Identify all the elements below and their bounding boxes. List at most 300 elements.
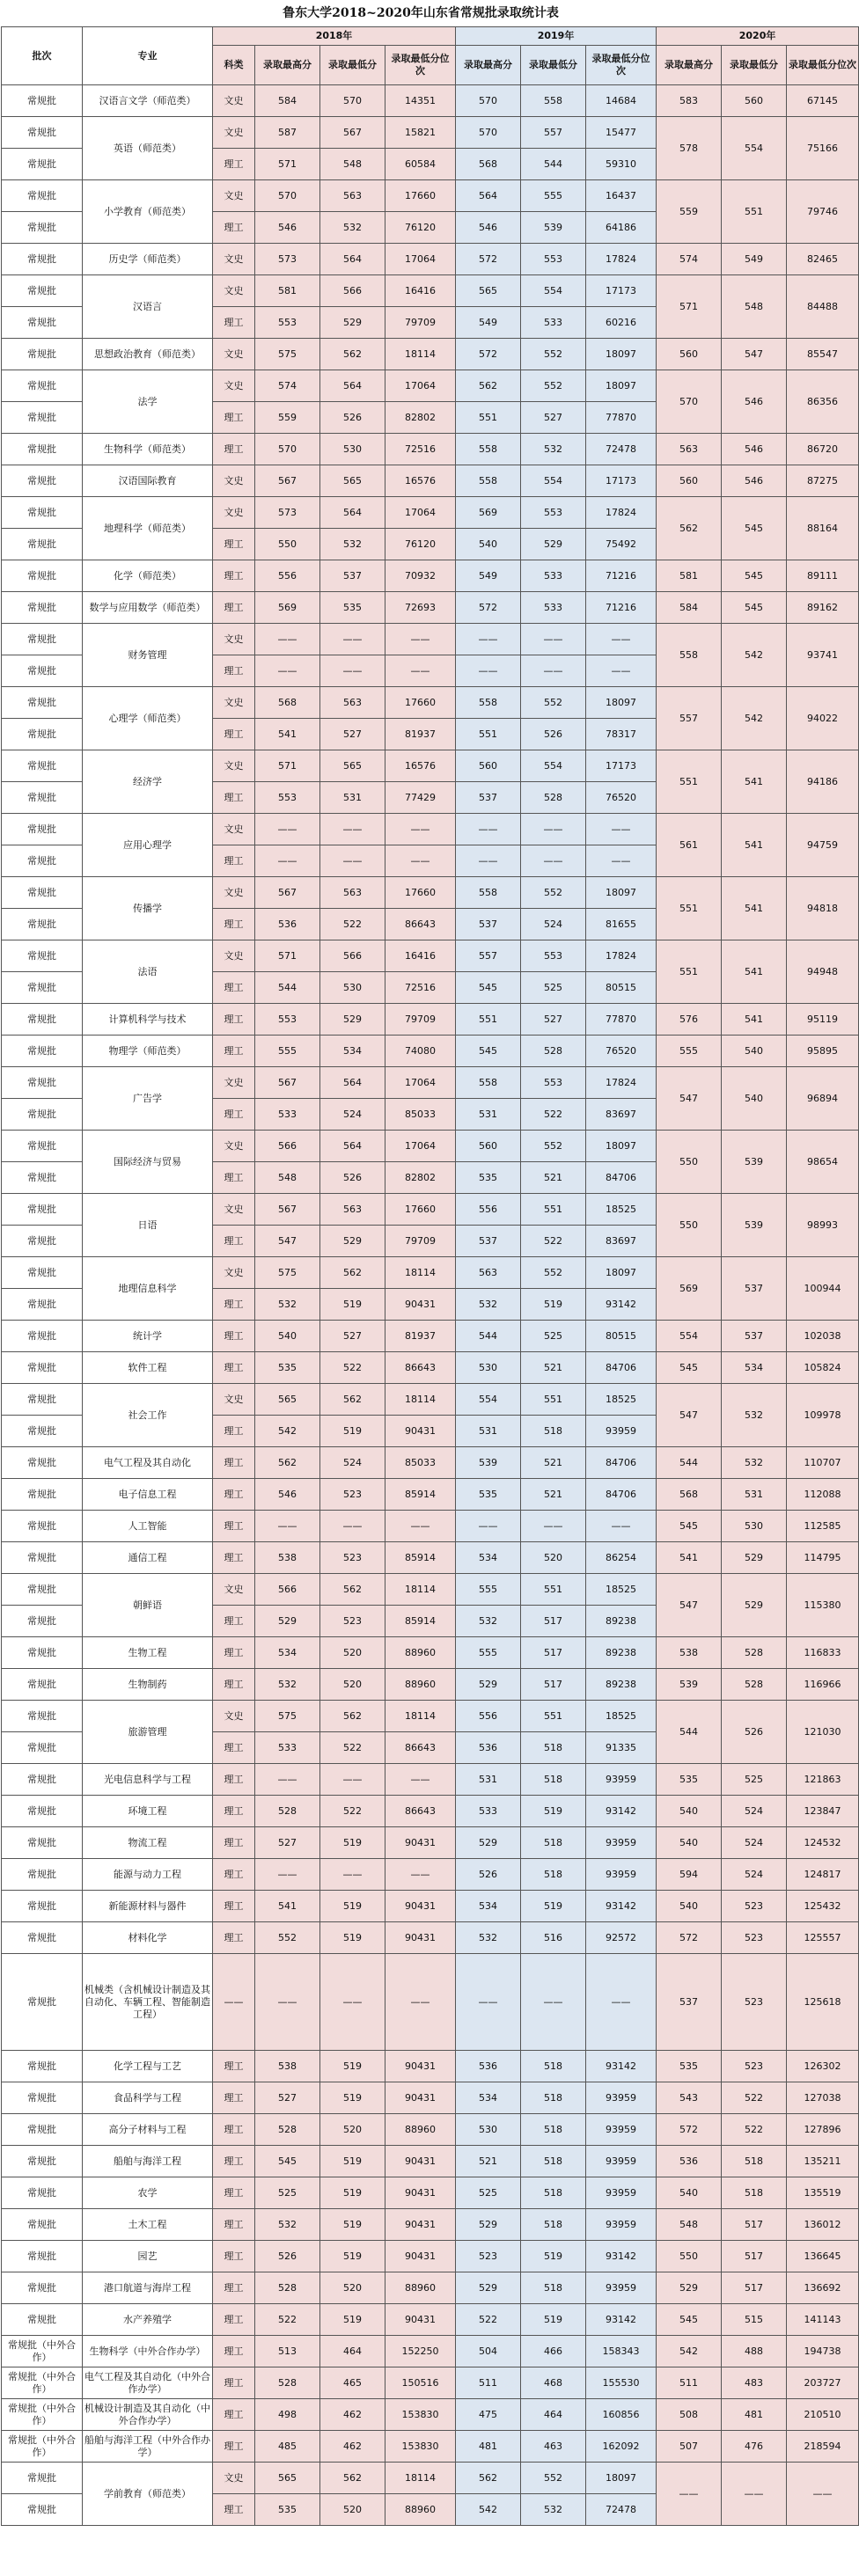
score-2019-rank: 93142 <box>586 2051 657 2082</box>
score-2020-min: 524 <box>722 1796 787 1827</box>
subject-cell: 理工 <box>213 1479 255 1511</box>
score-2018-min: 519 <box>320 1827 385 1859</box>
score-2020-min: 537 <box>722 1321 787 1352</box>
score-2018-max: 526 <box>255 2241 320 2272</box>
score-2019-rank: 18525 <box>586 1701 657 1732</box>
subject-cell: 理工 <box>213 149 255 180</box>
score-2020-rank: 94948 <box>787 940 859 1004</box>
score-2019-rank: 72478 <box>586 434 657 465</box>
score-2020-max: 547 <box>657 1574 722 1637</box>
major-cell: 港口航道与海岸工程 <box>83 2272 213 2304</box>
major-cell: 能源与动力工程 <box>83 1859 213 1891</box>
score-2019-rank: 84706 <box>586 1479 657 1511</box>
score-2019-min: 521 <box>521 1447 586 1479</box>
subject-cell: 文史 <box>213 1194 255 1226</box>
major-cell: 英语（师范类） <box>83 117 213 180</box>
score-2018-rank: 90431 <box>385 1922 456 1954</box>
score-2018-max: 566 <box>255 1574 320 1606</box>
major-cell: 物流工程 <box>83 1827 213 1859</box>
score-2019-rank: 75492 <box>586 529 657 560</box>
score-2018-max: 536 <box>255 909 320 940</box>
score-2018-max: 575 <box>255 339 320 370</box>
batch-cell: 常规批 <box>2 149 83 180</box>
major-cell: 化学（师范类） <box>83 560 213 592</box>
batch-cell: 常规批（中外合作） <box>2 2336 83 2367</box>
score-2018-min: 519 <box>320 2209 385 2241</box>
score-2018-min: 562 <box>320 1257 385 1289</box>
table-row <box>2 2463 859 2494</box>
score-2018-rank: 90431 <box>385 2209 456 2241</box>
score-2018-max: 555 <box>255 1036 320 1067</box>
score-2018-min: —— <box>320 655 385 687</box>
score-2019-rank: 93142 <box>586 2241 657 2272</box>
subject-cell: 文史 <box>213 814 255 845</box>
score-2020-min: 549 <box>722 244 787 275</box>
score-2018-max: 584 <box>255 85 320 117</box>
score-2020-min: 488 <box>722 2336 787 2367</box>
score-2018-min: 529 <box>320 1226 385 1257</box>
score-2018-max: 570 <box>255 434 320 465</box>
score-2018-min: 530 <box>320 434 385 465</box>
table-row <box>2 2336 859 2367</box>
score-2020-rank: 102038 <box>787 1321 859 1352</box>
table-row <box>2 1701 859 1732</box>
score-2020-min: 532 <box>722 1447 787 1479</box>
score-2020-min: 522 <box>722 2114 787 2146</box>
batch-cell: 常规批 <box>2 1542 83 1574</box>
score-2020-max: 544 <box>657 1701 722 1764</box>
score-2018-min: 564 <box>320 1131 385 1162</box>
table-row <box>2 1891 859 1922</box>
batch-cell: 常规批 <box>2 1162 83 1194</box>
score-2019-rank: 18097 <box>586 339 657 370</box>
score-2019-rank: 18525 <box>586 1194 657 1226</box>
score-2020-max: 547 <box>657 1384 722 1447</box>
score-2020-rank: —— <box>787 2463 859 2526</box>
table-row <box>2 1194 859 1226</box>
score-2019-rank: 18525 <box>586 1384 657 1416</box>
score-2019-max: 554 <box>456 1384 521 1416</box>
score-2018-rank: 70932 <box>385 560 456 592</box>
score-2018-min: 564 <box>320 1067 385 1099</box>
score-2018-min: 519 <box>320 2304 385 2336</box>
score-2019-min: 518 <box>521 2209 586 2241</box>
score-2018-rank: 76120 <box>385 529 456 560</box>
major-cell: 学前教育（师范类） <box>83 2463 213 2526</box>
subject-cell: 文史 <box>213 275 255 307</box>
major-cell: 历史学（师范类） <box>83 244 213 275</box>
score-2019-max: 511 <box>456 2367 521 2399</box>
score-2018-rank: 82802 <box>385 1162 456 1194</box>
major-cell: 汉语言文学（师范类） <box>83 85 213 117</box>
score-2018-min: 519 <box>320 2051 385 2082</box>
score-2019-rank: 84706 <box>586 1162 657 1194</box>
table-row <box>2 2051 859 2082</box>
batch-cell: 常规批 <box>2 1891 83 1922</box>
score-2019-min: 521 <box>521 1162 586 1194</box>
batch-cell: 常规批 <box>2 339 83 370</box>
score-2019-rank: 76520 <box>586 782 657 814</box>
subject-cell: 理工 <box>213 655 255 687</box>
score-2019-max: 555 <box>456 1574 521 1606</box>
score-2018-rank: 85033 <box>385 1447 456 1479</box>
score-2019-max: 558 <box>456 1067 521 1099</box>
score-2019-max: 536 <box>456 2051 521 2082</box>
score-2018-min: 520 <box>320 1637 385 1669</box>
score-2020-rank: 124532 <box>787 1827 859 1859</box>
score-2019-min: 516 <box>521 1922 586 1954</box>
subject-cell: 理工 <box>213 1732 255 1764</box>
major-cell: 材料化学 <box>83 1922 213 1954</box>
score-2019-rank: 18097 <box>586 877 657 909</box>
score-2019-rank: 15477 <box>586 117 657 149</box>
subject-cell: 理工 <box>213 1416 255 1447</box>
score-2019-max: 535 <box>456 1162 521 1194</box>
score-2019-rank: —— <box>586 1511 657 1542</box>
score-2018-rank: 18114 <box>385 1701 456 1732</box>
score-2019-min: 521 <box>521 1352 586 1384</box>
header-2020-min: 录取最低分 <box>722 46 787 85</box>
score-2020-max: 562 <box>657 497 722 560</box>
score-2019-min: 519 <box>521 2304 586 2336</box>
score-2019-max: 568 <box>456 149 521 180</box>
score-2019-min: 518 <box>521 1416 586 1447</box>
score-2020-min: 560 <box>722 85 787 117</box>
score-2019-max: 558 <box>456 434 521 465</box>
score-2020-rank: 94818 <box>787 877 859 940</box>
score-2019-rank: 80515 <box>586 1321 657 1352</box>
score-2018-max: 581 <box>255 275 320 307</box>
subject-cell: 文史 <box>213 85 255 117</box>
batch-cell: 常规批 <box>2 1637 83 1669</box>
score-2020-min: 546 <box>722 370 787 434</box>
score-2020-rank: 116966 <box>787 1669 859 1701</box>
score-2019-rank: 93959 <box>586 2177 657 2209</box>
score-2018-rank: —— <box>385 814 456 845</box>
score-2018-min: 527 <box>320 1321 385 1352</box>
table-row <box>2 1257 859 1289</box>
table-row <box>2 2114 859 2146</box>
score-2018-max: 567 <box>255 1194 320 1226</box>
score-2019-rank: 72478 <box>586 2494 657 2526</box>
score-2018-max: —— <box>255 814 320 845</box>
table-row <box>2 339 859 370</box>
score-2019-rank: 17173 <box>586 750 657 782</box>
score-2020-max: 561 <box>657 814 722 877</box>
table-row <box>2 370 859 402</box>
score-2018-min: 564 <box>320 244 385 275</box>
batch-cell: 常规批 <box>2 2177 83 2209</box>
score-2020-min: 529 <box>722 1542 787 1574</box>
subject-cell: 理工 <box>213 2146 255 2177</box>
score-2020-min: 523 <box>722 1922 787 1954</box>
score-2018-rank: 17064 <box>385 1067 456 1099</box>
score-2020-min: 534 <box>722 1352 787 1384</box>
score-2018-max: 546 <box>255 212 320 244</box>
score-2019-min: 517 <box>521 1637 586 1669</box>
score-2018-max: —— <box>255 845 320 877</box>
score-2020-max: 578 <box>657 117 722 180</box>
score-2018-rank: 14351 <box>385 85 456 117</box>
score-2018-rank: 85033 <box>385 1099 456 1131</box>
batch-cell: 常规批 <box>2 1669 83 1701</box>
subject-cell: 理工 <box>213 845 255 877</box>
score-2019-min: 557 <box>521 117 586 149</box>
score-2019-min: 551 <box>521 1701 586 1732</box>
major-cell: 财务管理 <box>83 624 213 687</box>
score-2020-rank: 125557 <box>787 1922 859 1954</box>
major-cell: 朝鲜语 <box>83 1574 213 1637</box>
score-2019-min: —— <box>521 1511 586 1542</box>
score-2019-rank: 80515 <box>586 972 657 1004</box>
score-2019-min: 522 <box>521 1099 586 1131</box>
score-2018-rank: 86643 <box>385 909 456 940</box>
score-2019-max: 545 <box>456 972 521 1004</box>
score-2018-min: 522 <box>320 909 385 940</box>
score-2018-max: 542 <box>255 1416 320 1447</box>
batch-cell: 常规批 <box>2 1574 83 1606</box>
table-row <box>2 2367 859 2399</box>
batch-cell: 常规批 <box>2 85 83 117</box>
score-2018-min: 523 <box>320 1606 385 1637</box>
batch-cell: 常规批 <box>2 1701 83 1732</box>
score-2018-max: 548 <box>255 1162 320 1194</box>
subject-cell: 文史 <box>213 370 255 402</box>
major-cell: 小学教育（师范类） <box>83 180 213 244</box>
table-row <box>2 1384 859 1416</box>
score-2019-max: 534 <box>456 1542 521 1574</box>
score-2019-min: 552 <box>521 1257 586 1289</box>
score-2019-max: 562 <box>456 2463 521 2494</box>
score-2018-min: —— <box>320 624 385 655</box>
score-2019-rank: 18097 <box>586 1131 657 1162</box>
score-2019-max: 533 <box>456 1796 521 1827</box>
batch-cell: 常规批 <box>2 592 83 624</box>
subject-cell: 理工 <box>213 972 255 1004</box>
major-cell: 生物制药 <box>83 1669 213 1701</box>
score-2018-max: 552 <box>255 1922 320 1954</box>
score-2018-max: 485 <box>255 2431 320 2463</box>
major-cell: 园艺 <box>83 2241 213 2272</box>
score-2019-rank: 71216 <box>586 560 657 592</box>
batch-cell: 常规批（中外合作） <box>2 2367 83 2399</box>
subject-cell: 理工 <box>213 2114 255 2146</box>
score-2018-max: 522 <box>255 2304 320 2336</box>
major-cell: 旅游管理 <box>83 1701 213 1764</box>
score-2019-max: 572 <box>456 592 521 624</box>
batch-cell: 常规批 <box>2 2272 83 2304</box>
score-2019-max: —— <box>456 845 521 877</box>
subject-cell: 理工 <box>213 782 255 814</box>
score-2019-min: —— <box>521 624 586 655</box>
score-2020-max: 571 <box>657 275 722 339</box>
score-2020-rank: 136645 <box>787 2241 859 2272</box>
score-2018-min: 519 <box>320 1891 385 1922</box>
batch-cell: 常规批 <box>2 1479 83 1511</box>
score-2020-min: 541 <box>722 750 787 814</box>
major-cell: 法学 <box>83 370 213 434</box>
score-2018-rank: 85914 <box>385 1606 456 1637</box>
batch-cell: 常规批 <box>2 877 83 909</box>
score-2020-max: 557 <box>657 687 722 750</box>
major-cell: 电气工程及其自动化（中外合作办学） <box>83 2367 213 2399</box>
score-2020-rank: 86720 <box>787 434 859 465</box>
score-2020-rank: 127896 <box>787 2114 859 2146</box>
score-2018-rank: 77429 <box>385 782 456 814</box>
batch-cell: 常规批 <box>2 275 83 307</box>
score-2020-rank: 96894 <box>787 1067 859 1131</box>
score-2020-min: 524 <box>722 1827 787 1859</box>
score-2018-rank: 18114 <box>385 1384 456 1416</box>
subject-cell: 理工 <box>213 2431 255 2463</box>
batch-cell: 常规批 <box>2 1257 83 1289</box>
score-2019-min: 554 <box>521 275 586 307</box>
score-2018-min: 532 <box>320 529 385 560</box>
score-2018-max: 565 <box>255 1384 320 1416</box>
score-2018-rank: —— <box>385 1859 456 1891</box>
score-2019-max: 529 <box>456 1669 521 1701</box>
score-2018-rank: 76120 <box>385 212 456 244</box>
score-2020-max: 547 <box>657 1067 722 1131</box>
score-2018-max: —— <box>255 1511 320 1542</box>
score-2020-min: 548 <box>722 275 787 339</box>
score-2018-rank: —— <box>385 655 456 687</box>
score-2019-min: 517 <box>521 1669 586 1701</box>
score-2019-min: 524 <box>521 909 586 940</box>
batch-cell: 常规批 <box>2 750 83 782</box>
major-cell: 数学与应用数学（师范类） <box>83 592 213 624</box>
score-2018-min: —— <box>320 1954 385 2051</box>
score-2019-max: 564 <box>456 180 521 212</box>
batch-cell: 常规批 <box>2 370 83 402</box>
subject-cell: 理工 <box>213 2304 255 2336</box>
score-2019-min: 518 <box>521 1827 586 1859</box>
score-2019-max: 560 <box>456 750 521 782</box>
score-2019-max: 537 <box>456 909 521 940</box>
score-2020-max: 544 <box>657 1447 722 1479</box>
batch-cell: 常规批 <box>2 1004 83 1036</box>
batch-cell: 常规批 <box>2 2494 83 2526</box>
batch-cell: 常规批 <box>2 1827 83 1859</box>
score-2020-min: 539 <box>722 1131 787 1194</box>
score-2018-max: 528 <box>255 2114 320 2146</box>
score-2018-rank: 16576 <box>385 750 456 782</box>
score-2019-min: 466 <box>521 2336 586 2367</box>
table-row <box>2 1131 859 1162</box>
score-2019-rank: 64186 <box>586 212 657 244</box>
score-2019-rank: 93959 <box>586 2082 657 2114</box>
batch-cell: 常规批 <box>2 560 83 592</box>
batch-cell: 常规批 <box>2 1511 83 1542</box>
table-row <box>2 624 859 655</box>
score-2020-rank: 210510 <box>787 2399 859 2431</box>
score-2020-rank: 125432 <box>787 1891 859 1922</box>
score-2019-max: 539 <box>456 1447 521 1479</box>
header-2018-rank: 录取最低分位次 <box>385 46 456 85</box>
table-row <box>2 117 859 149</box>
score-2019-min: 517 <box>521 1606 586 1637</box>
score-2018-max: 498 <box>255 2399 320 2431</box>
score-2018-rank: 90431 <box>385 1416 456 1447</box>
score-2018-max: 535 <box>255 1352 320 1384</box>
batch-cell: 常规批 <box>2 1099 83 1131</box>
score-2020-rank: 75166 <box>787 117 859 180</box>
score-2019-rank: 160856 <box>586 2399 657 2431</box>
score-2020-min: 518 <box>722 2146 787 2177</box>
score-2020-max: 551 <box>657 877 722 940</box>
score-2020-rank: 115380 <box>787 1574 859 1637</box>
batch-cell: 常规批 <box>2 307 83 339</box>
score-2020-rank: 203727 <box>787 2367 859 2399</box>
table-row <box>2 2304 859 2336</box>
batch-cell: 常规批 <box>2 1922 83 1954</box>
score-2019-rank: 91335 <box>586 1732 657 1764</box>
score-2020-max: 554 <box>657 1321 722 1352</box>
score-2018-rank: 90431 <box>385 2177 456 2209</box>
table-row <box>2 2146 859 2177</box>
score-2018-min: 524 <box>320 1447 385 1479</box>
score-2019-max: 544 <box>456 1321 521 1352</box>
score-2018-max: 567 <box>255 465 320 497</box>
score-2019-max: 529 <box>456 1827 521 1859</box>
score-2019-min: 532 <box>521 2494 586 2526</box>
score-2020-max: 563 <box>657 434 722 465</box>
score-2019-min: 553 <box>521 244 586 275</box>
score-2018-rank: 152250 <box>385 2336 456 2367</box>
major-cell: 光电信息科学与工程 <box>83 1764 213 1796</box>
score-2018-rank: 153830 <box>385 2431 456 2463</box>
score-2018-max: 527 <box>255 1827 320 1859</box>
score-2019-rank: 162092 <box>586 2431 657 2463</box>
table-row <box>2 2241 859 2272</box>
major-cell: 统计学 <box>83 1321 213 1352</box>
score-2018-rank: 74080 <box>385 1036 456 1067</box>
batch-cell: 常规批 <box>2 1226 83 1257</box>
header-batch: 批次 <box>2 27 83 85</box>
batch-cell: 常规批 <box>2 1352 83 1384</box>
score-2019-rank: 17824 <box>586 1067 657 1099</box>
score-2020-max: 574 <box>657 244 722 275</box>
score-2018-max: 529 <box>255 1606 320 1637</box>
subject-cell: 理工 <box>213 2177 255 2209</box>
table-row <box>2 1511 859 1542</box>
score-2020-rank: 127038 <box>787 2082 859 2114</box>
batch-cell: 常规批 <box>2 814 83 845</box>
score-2019-min: 518 <box>521 2272 586 2304</box>
score-2019-min: 553 <box>521 940 586 972</box>
score-2019-min: 555 <box>521 180 586 212</box>
subject-cell: 理工 <box>213 2209 255 2241</box>
score-2019-max: 570 <box>456 117 521 149</box>
score-2020-max: 570 <box>657 370 722 434</box>
score-2019-max: 475 <box>456 2399 521 2431</box>
batch-cell: 常规批 <box>2 2051 83 2082</box>
batch-cell: 常规批 <box>2 1764 83 1796</box>
table-row <box>2 1669 859 1701</box>
score-2018-min: 526 <box>320 402 385 434</box>
score-2018-max: 545 <box>255 2146 320 2177</box>
subject-cell: 理工 <box>213 1036 255 1067</box>
subject-cell: 文史 <box>213 465 255 497</box>
score-2019-min: 526 <box>521 719 586 750</box>
table-row <box>2 1479 859 1511</box>
score-2020-min: 547 <box>722 339 787 370</box>
score-2019-min: 552 <box>521 2463 586 2494</box>
score-2018-max: 573 <box>255 497 320 529</box>
subject-cell: 理工 <box>213 1099 255 1131</box>
score-2019-max: 555 <box>456 1637 521 1669</box>
score-2018-rank: 86643 <box>385 1732 456 1764</box>
